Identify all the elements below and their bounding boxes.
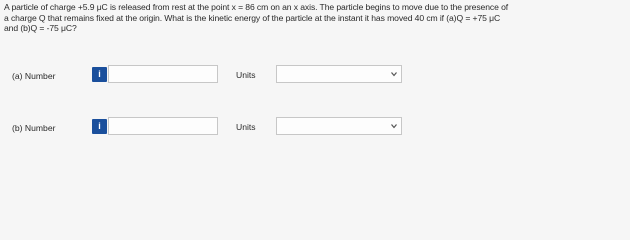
answer-row-a: [0, 63, 630, 89]
part-a-label: (a) Number: [12, 71, 56, 81]
part-b-units-label: Units: [236, 122, 256, 132]
part-a-units-select[interactable]: [276, 65, 402, 83]
problem-statement: [4, 2, 628, 34]
part-b-label: (b) Number: [12, 123, 56, 133]
problem-line-2: a charge Q that remains fixed at the origin. What is the kinetic energy of the particle at the instant it has moved 40 cm if (a)Q = +75 μC: [4, 12, 501, 23]
problem-line-1: A particle of charge +5.9 μC is released from rest at the point x = 86 cm on an x axis. The particle begins to move due to the presence of: [4, 2, 509, 12]
info-icon[interactable]: i: [92, 67, 107, 82]
part-b-units-select[interactable]: [276, 117, 402, 135]
answer-row-b: [0, 115, 630, 141]
info-icon[interactable]: i: [92, 119, 107, 134]
part-b-number-input[interactable]: [108, 117, 218, 135]
problem-line-3: and (b)Q = -75 μC?: [4, 23, 77, 34]
chevron-down-icon: [391, 123, 397, 129]
chevron-down-icon: [391, 71, 397, 77]
part-a-number-input[interactable]: [108, 65, 218, 83]
part-a-units-label: Units: [236, 70, 256, 80]
